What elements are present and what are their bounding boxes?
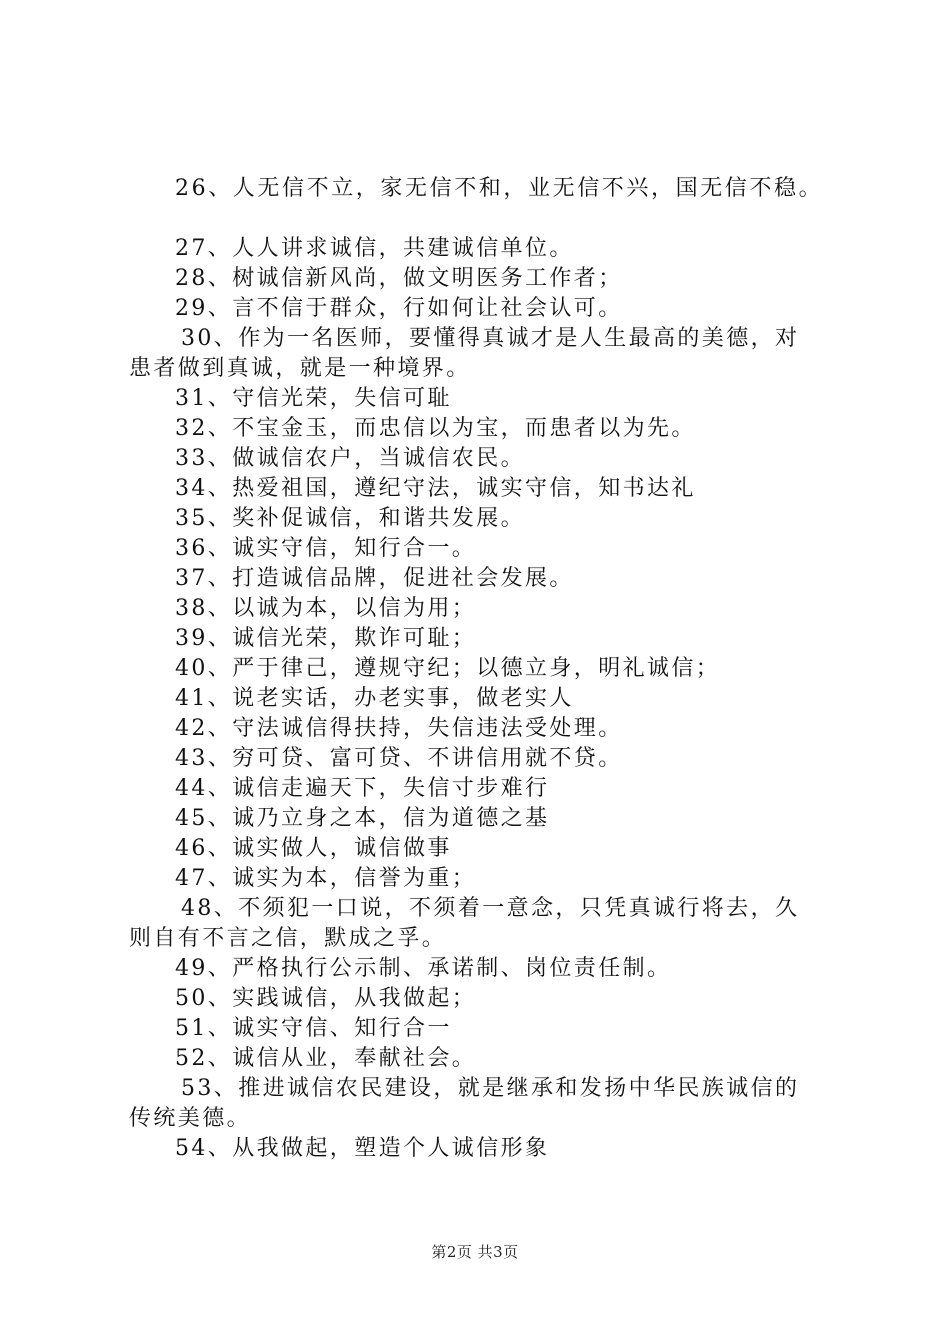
list-item-line: 48、不须犯一口说，不须着一意念，只凭真诚行将去，久 [181,896,800,921]
list-item: 32、不宝金玉，而忠信以为宝，而患者以为先。 [175,416,696,441]
list-item: 43、穷可贷、富可贷、不讲信用就不贷。 [175,746,623,771]
list-item: 44、诚信走遍天下，失信寸步难行 [175,776,550,801]
list-item [129,894,849,954]
list-item: 31、守信光荣，失信可耻 [175,386,452,411]
list-item: 33、做诚信农户，当诚信农民。 [175,446,525,471]
list-item: 42、守法诚信得扶持，失信违法受处理。 [175,716,623,741]
list-item: 40、严于律己，遵规守纪；以德立身，明礼诚信； [175,656,721,681]
slogan-list [129,174,849,1164]
list-item: 34、热爱祖国，遵纪守法，诚实守信，知书达礼 [175,476,696,501]
list-item: 54、从我做起，塑造个人诚信形象 [175,1136,550,1161]
list-item: 46、诚实做人，诚信做事 [175,836,452,861]
list-item-line: 传统美德。 [129,1106,252,1131]
list-item-line: 则自有不言之信，默成之孚。 [129,926,447,951]
page-footer: 第2页 共3页 [431,1243,519,1261]
list-item: 45、诚乃立身之本，信为道德之基 [175,806,550,831]
list-item-line: 患者做到真诚，就是一种境界。 [129,356,471,381]
list-item: 27、人人讲求诚信，共建诚信单位。 [175,236,574,261]
list-item: 41、说老实话，办老实事，做老实人 [175,686,574,711]
list-item: 35、奖补促诚信，和谐共发展。 [175,506,525,531]
list-item: 29、言不信于群众，行如何让社会认可。 [175,296,623,321]
list-item: 36、诚实守信，知行合一。 [175,536,477,561]
list-item-line: 53、推进诚信农民建设，就是继承和发扬中华民族诚信的 [181,1076,800,1101]
list-item [129,324,849,384]
list-item [129,1074,849,1134]
list-item: 38、以诚为本，以信为用； [175,596,477,621]
list-item: 47、诚实为本，信誉为重； [175,866,477,891]
list-item: 52、诚信从业，奉献社会。 [175,1046,477,1071]
list-item: 49、严格执行公示制、承诺制、岗位责任制。 [175,956,672,981]
list-item: 28、树诚信新风尚，做文明医务工作者； [175,266,623,291]
list-item: 26、人无信不立，家无信不和，业无信不兴，国无信不稳。 [175,176,824,201]
list-item: 50、实践诚信，从我做起； [175,986,477,1011]
list-item-line: 30、作为一名医师，要懂得真诚才是人生最高的美德，对 [181,326,800,351]
list-item: 37、打造诚信品牌，促进社会发展。 [175,566,574,591]
list-item: 39、诚信光荣，欺诈可耻； [175,626,477,651]
list-item: 51、诚实守信、知行合一 [175,1016,452,1041]
